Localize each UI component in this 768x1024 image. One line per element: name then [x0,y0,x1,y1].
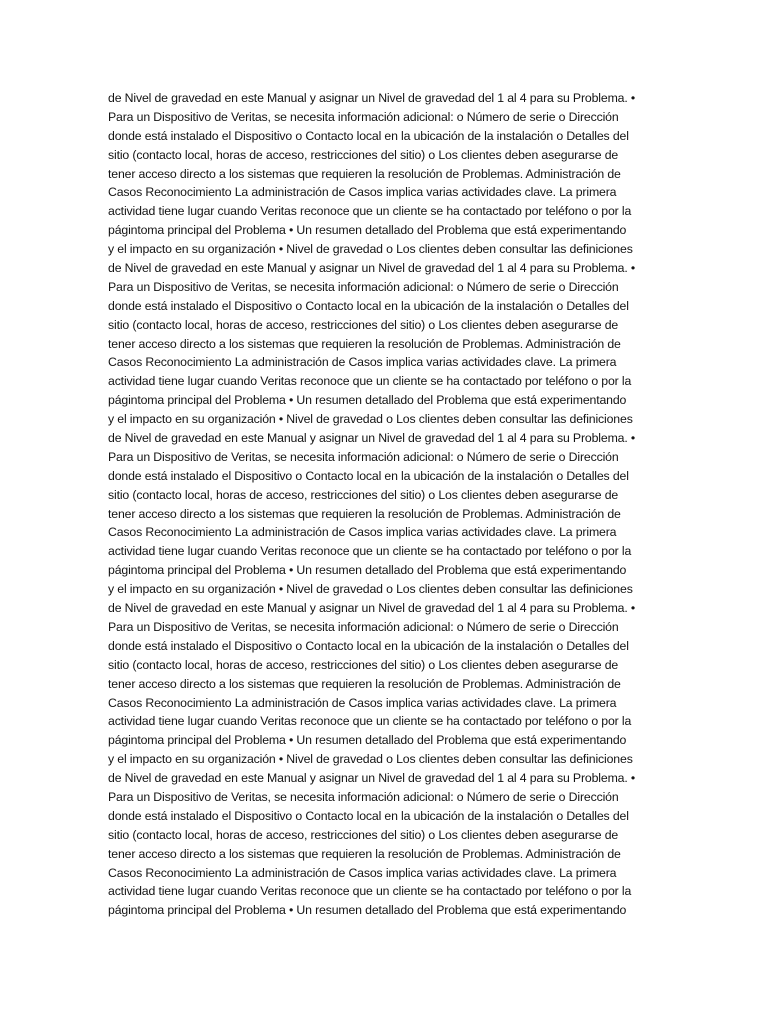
text-line: págintoma principal del Problema • Un resumen detallado del Problema que está experimentando [108,223,627,238]
text-line: de Nivel de gravedad en este Manual y asignar un Nivel de gravedad del 1 al 4 para su Problema. • [108,771,636,786]
text-line: tener acceso directo a los sistemas que requieren la resolución de Problemas. Administración de [108,506,621,521]
text-line: Para un Dispositivo de Veritas, se necesita información adicional: o Número de serie o Dirección [108,109,619,124]
text-line: actividad tiene lugar cuando Veritas reconoce que un cliente se ha contactado por teléfono o por la [108,204,632,219]
text-line: actividad tiene lugar cuando Veritas reconoce que un cliente se ha contactado por teléfono o por la [108,544,632,559]
text-line: Casos Reconocimiento La administración de Casos implica varias actividades clave. La primera [108,355,617,370]
text-line: donde está instalado el Dispositivo o Contacto local en la ubicación de la instalación o Detalles del [108,808,629,823]
body-text [108,89,668,920]
text-line: Para un Dispositivo de Veritas, se necesita información adicional: o Número de serie o Dirección [108,789,619,804]
text-line: sitio (contacto local, horas de acceso, restricciones del sitio) o Los clientes deben asegurarse de [108,657,619,672]
text-line: págintoma principal del Problema • Un resumen detallado del Problema que está experimentando [108,903,627,918]
text-line: Casos Reconocimiento La administración de Casos implica varias actividades clave. La primera [108,865,617,880]
text-line: de Nivel de gravedad en este Manual y asignar un Nivel de gravedad del 1 al 4 para su Problema. • [108,601,636,616]
text-line: de Nivel de gravedad en este Manual y asignar un Nivel de gravedad del 1 al 4 para su Problema. • [108,431,636,446]
text-line: sitio (contacto local, horas de acceso, restricciones del sitio) o Los clientes deben asegurarse de [108,317,619,332]
text-line: sitio (contacto local, horas de acceso, restricciones del sitio) o Los clientes deben asegurarse de [108,827,619,842]
text-line: donde está instalado el Dispositivo o Contacto local en la ubicación de la instalación o Detalles del [108,468,629,483]
text-line: sitio (contacto local, horas de acceso, restricciones del sitio) o Los clientes deben asegurarse de [108,487,619,502]
text-line: donde está instalado el Dispositivo o Contacto local en la ubicación de la instalación o Detalles del [108,298,629,313]
text-line: y el impacto en su organización • Nivel de gravedad o Los clientes deben consultar las definiciones [108,412,633,427]
text-line: donde está instalado el Dispositivo o Contacto local en la ubicación de la instalación o Detalles del [108,128,629,143]
text-line: donde está instalado el Dispositivo o Contacto local en la ubicación de la instalación o Detalles del [108,638,629,653]
text-line: de Nivel de gravedad en este Manual y asignar un Nivel de gravedad del 1 al 4 para su Problema. • [108,91,636,105]
text-line: y el impacto en su organización • Nivel de gravedad o Los clientes deben consultar las definiciones [108,752,633,767]
text-line: actividad tiene lugar cuando Veritas reconoce que un cliente se ha contactado por teléfono o por la [108,714,632,729]
text-line: Para un Dispositivo de Veritas, se necesita información adicional: o Número de serie o Dirección [108,449,619,464]
text-line: Casos Reconocimiento La administración de Casos implica varias actividades clave. La primera [108,695,617,710]
text-line: de Nivel de gravedad en este Manual y asignar un Nivel de gravedad del 1 al 4 para su Problema. • [108,261,636,276]
text-line: tener acceso directo a los sistemas que requieren la resolución de Problemas. Administración de [108,336,621,351]
text-line: págintoma principal del Problema • Un resumen detallado del Problema que está experimentando [108,733,627,748]
text-line: págintoma principal del Problema • Un resumen detallado del Problema que está experimentando [108,393,627,408]
text-line: sitio (contacto local, horas de acceso, restricciones del sitio) o Los clientes deben asegurarse de [108,147,619,162]
text-line: págintoma principal del Problema • Un resumen detallado del Problema que está experimentando [108,563,627,578]
text-line: tener acceso directo a los sistemas que requieren la resolución de Problemas. Administración de [108,166,621,181]
text-line: Casos Reconocimiento La administración de Casos implica varias actividades clave. La primera [108,525,617,540]
text-line: actividad tiene lugar cuando Veritas reconoce que un cliente se ha contactado por teléfono o por la [108,884,632,899]
text-line: Casos Reconocimiento La administración de Casos implica varias actividades clave. La primera [108,185,617,200]
text-line: y el impacto en su organización • Nivel de gravedad o Los clientes deben consultar las definiciones [108,242,633,257]
text-line: tener acceso directo a los sistemas que requieren la resolución de Problemas. Administración de [108,846,621,861]
text-line: y el impacto en su organización • Nivel de gravedad o Los clientes deben consultar las definiciones [108,582,633,597]
text-line: tener acceso directo a los sistemas que requieren la resolución de Problemas. Administración de [108,676,621,691]
text-line: actividad tiene lugar cuando Veritas reconoce que un cliente se ha contactado por teléfono o por la [108,374,632,389]
text-line: Para un Dispositivo de Veritas, se necesita información adicional: o Número de serie o Dirección [108,279,619,294]
text-line: Para un Dispositivo de Veritas, se necesita información adicional: o Número de serie o Dirección [108,619,619,634]
